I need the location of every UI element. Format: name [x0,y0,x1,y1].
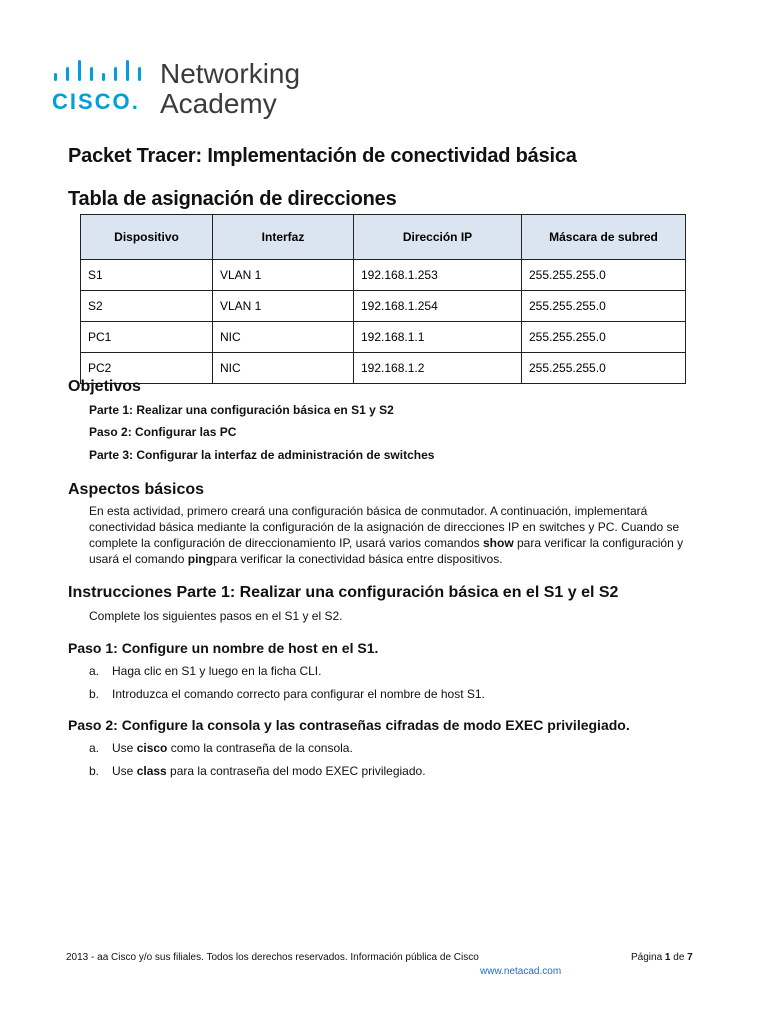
table-cell: 192.168.1.2 [354,353,522,384]
document-title: Packet Tracer: Implementación de conectividad básica [68,145,577,167]
table-cell: 192.168.1.253 [354,260,522,291]
table-cell: VLAN 1 [213,260,354,291]
console-password: cisco [136,741,168,755]
table-cell: 255.255.255.0 [522,353,686,384]
table-header-cell: Máscara de subred [522,215,686,260]
instructions-heading: Instrucciones Parte 1: Realizar una configuración básica en el S1 y el S2 [68,584,619,601]
table-cell: 255.255.255.0 [522,322,686,353]
table-row [81,353,686,384]
product-name [160,59,300,119]
table-header-cell: Interfaz [213,215,354,260]
copyright-footer: 2013 - aa Cisco y/o sus filiales. Todos los derechos reservados. Información pública de Cisco [66,952,479,963]
product-line1: Networking [160,58,301,89]
table-row [81,322,686,353]
objective-item: Parte 1: Realizar una configuración básica en S1 y S2 [89,403,394,417]
cisco-bars-icon [52,58,148,84]
table-cell: S1 [81,260,213,291]
table-cell: PC1 [81,322,213,353]
background-heading: Aspectos básicos [68,481,205,498]
table-cell: PC2 [81,353,213,384]
addressing-table-heading: Tabla de asignación de direcciones [68,188,397,210]
background-paragraph: En esta actividad, primero creará una configuración básica de conmutador. A continuación, implementará conectividad básica mediante la configuración de la asignación de direcciones IP en switches y PC. Cuando se complete la configuración de direccionamiento IP, usará varios comandos show para verificar la configuración y usará el comando pingpara verificar la conectividad básica entre dispositivos. [89,504,684,566]
addressing-table [80,214,686,384]
table-cell: 255.255.255.0 [522,291,686,322]
list-item: a. Haga clic en S1 y luego en la ficha CLI. [89,664,322,678]
list-item: a. Use cisco como la contraseña de la consola. [89,741,353,755]
table-cell: S2 [81,291,213,322]
table-cell: 255.255.255.0 [522,260,686,291]
table-cell: 192.168.1.254 [354,291,522,322]
page-number: Página 1 de 7 [631,952,693,963]
table-header-cell: Dirección IP [354,215,522,260]
product-line2: Academy [160,88,277,119]
step2-heading: Paso 2: Configure la consola y las contraseñas cifradas de modo EXEC privilegiado. [68,717,630,733]
list-item: b. Use class para la contraseña del modo EXEC privilegiado. [89,764,426,778]
table-header-row [81,215,686,260]
instructions-intro: Complete los siguientes pasos en el S1 y el S2. [89,609,343,623]
cisco-wordmark: CISCO. [52,89,138,114]
objectives-heading: Objetivos [68,378,141,395]
enable-password: class [136,764,167,778]
table-cell: VLAN 1 [213,291,354,322]
netacad-link[interactable]: www.netacad.com [480,966,562,977]
table-row [81,260,686,291]
table-row [81,291,686,322]
table-cell: NIC [213,322,354,353]
objective-item: Parte 3: Configurar la interfaz de administración de switches [89,448,435,462]
ping-command: ping [187,552,214,566]
objective-item: Paso 2: Configurar las PC [89,425,237,439]
table-cell: NIC [213,353,354,384]
show-command: show [483,536,514,550]
list-item: b. Introduzca el comando correcto para configurar el nombre de host S1. [89,687,485,701]
table-header-cell: Dispositivo [81,215,213,260]
table-cell: 192.168.1.1 [354,322,522,353]
step1-heading: Paso 1: Configure un nombre de host en el S1. [68,640,379,656]
